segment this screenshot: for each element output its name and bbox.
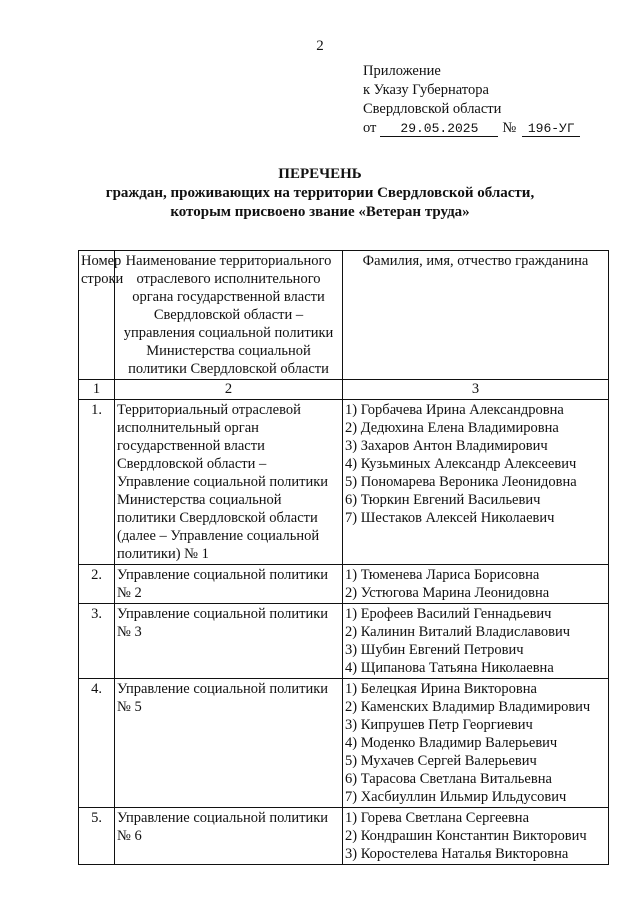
table-row xyxy=(79,679,609,808)
column-index: 1 xyxy=(79,380,115,400)
table-row xyxy=(79,604,609,679)
page-number: 2 xyxy=(316,38,324,54)
citizen-name: 2) Устюгова Марина Леонидовна xyxy=(345,585,550,601)
table-row xyxy=(79,565,609,604)
citizen-name: 1) Тюменева Лариса Борисовна xyxy=(345,567,540,583)
citizen-list xyxy=(343,604,609,679)
citizen-name: 1) Горбачева Ирина Александровна xyxy=(345,402,564,418)
citizen-name: 3) Захаров Антон Владимирович xyxy=(345,438,548,454)
appendix-line-2: к Указу Губернатора xyxy=(363,82,489,98)
decree-number: 196-УГ xyxy=(522,121,580,137)
organization-name: Управление социальной политики № 6 xyxy=(115,808,343,865)
citizen-name: 3) Кипрушев Петр Георгиевич xyxy=(345,717,533,733)
citizen-list xyxy=(343,679,609,808)
citizen-name: 3) Коростелева Наталья Викторовна xyxy=(345,846,569,862)
citizen-name: 4) Моденко Владимир Валерьевич xyxy=(345,735,558,751)
column-index: 2 xyxy=(115,380,343,400)
table-row xyxy=(79,808,609,865)
organization-name: Территориальный отраслевой исполнительный орган государственной власти Свердловской области – Управление социальной политики Министерства социальной политики Свердловской области (далее – Управление социальной политики) № 1 xyxy=(115,400,343,565)
decree-date: 29.05.2025 xyxy=(380,121,498,137)
number-label: № xyxy=(502,120,517,136)
row-number: 3. xyxy=(79,604,115,679)
citizen-name: 2) Дедюхина Елена Владимировна xyxy=(345,420,559,436)
heading-title: ПЕРЕЧЕНЬ xyxy=(278,166,362,182)
citizen-name: 1) Белецкая Ирина Викторовна xyxy=(345,681,537,697)
citizen-name: 5) Пономарева Вероника Леонидовна xyxy=(345,474,577,490)
veterans-table xyxy=(78,250,609,865)
appendix-line-3: Свердловской области xyxy=(363,101,502,117)
citizen-name: 2) Каменских Владимир Владимирович xyxy=(345,699,591,715)
citizen-name: 4) Щипанова Татьяна Николаевна xyxy=(345,660,554,676)
row-number: 4. xyxy=(79,679,115,808)
table-row xyxy=(79,400,609,565)
table-body xyxy=(79,400,609,865)
appendix-line-1: Приложение xyxy=(363,63,441,79)
table-header-row xyxy=(79,251,609,380)
citizen-name: 3) Шубин Евгений Петрович xyxy=(345,642,524,658)
organization-name: Управление социальной политики № 2 xyxy=(115,565,343,604)
heading-line-2: граждан, проживающих на территории Свердловской области, xyxy=(105,185,535,201)
row-number: 2. xyxy=(79,565,115,604)
document-heading xyxy=(0,165,640,222)
citizen-list xyxy=(343,808,609,865)
header-row-number: Номер строки xyxy=(79,251,115,380)
citizen-name: 2) Калинин Виталий Владиславович xyxy=(345,624,571,640)
citizen-list xyxy=(343,565,609,604)
citizen-name: 7) Шестаков Алексей Николаевич xyxy=(345,510,555,526)
organization-name: Управление социальной политики № 5 xyxy=(115,679,343,808)
organization-name: Управление социальной политики № 3 xyxy=(115,604,343,679)
citizen-name: 1) Ерофеев Василий Геннадьевич xyxy=(345,606,552,622)
citizen-name: 4) Кузьминых Александр Алексеевич xyxy=(345,456,577,472)
column-index-row xyxy=(79,380,609,400)
citizen-name: 2) Кондрашин Константин Викторович xyxy=(345,828,587,844)
column-index: 3 xyxy=(343,380,609,400)
heading-line-3: которым присвоено звание «Ветеран труда» xyxy=(170,204,470,220)
citizen-name: 6) Тарасова Светлана Витальевна xyxy=(345,771,552,787)
header-full-name: Фамилия, имя, отчество гражданина xyxy=(343,251,609,380)
row-number: 1. xyxy=(79,400,115,565)
from-label: от xyxy=(363,120,377,136)
citizen-list xyxy=(343,400,609,565)
header-organization: Наименование территориального отраслевого исполнительного органа государственной власти Свердловской области – управления социальной политики Министерства социальной политики Свердловской области xyxy=(115,251,343,380)
appendix-block xyxy=(363,62,623,138)
row-number: 5. xyxy=(79,808,115,865)
citizen-name: 7) Хасбиуллин Ильмир Ильдусович xyxy=(345,789,567,805)
decree-reference xyxy=(363,119,623,138)
citizen-name: 6) Тюркин Евгений Васильевич xyxy=(345,492,541,508)
citizen-name: 5) Мухачев Сергей Валерьевич xyxy=(345,753,537,769)
citizen-name: 1) Горева Светлана Сергеевна xyxy=(345,810,530,826)
